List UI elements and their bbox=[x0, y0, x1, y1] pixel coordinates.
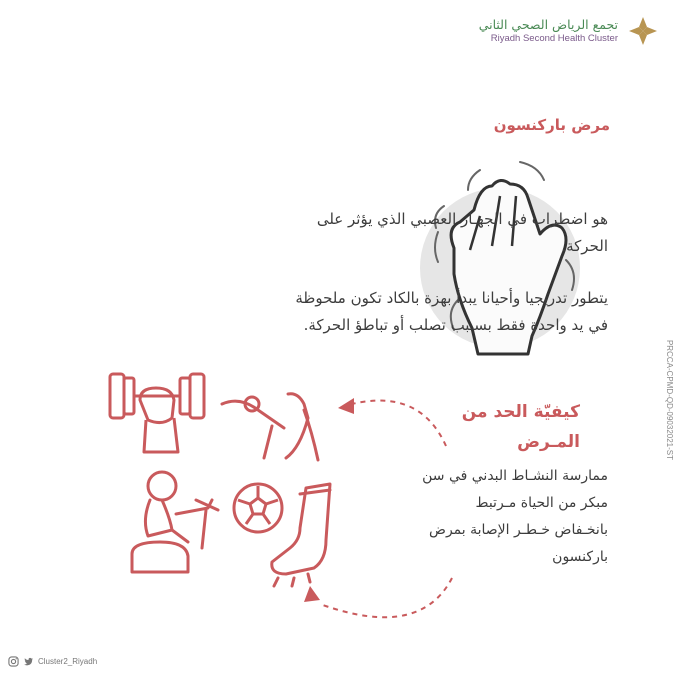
description-definition: هو اضطراب في الجهـاز العصبي الذي يؤثر على الحركة. bbox=[316, 210, 608, 255]
cluster-logo-icon bbox=[626, 14, 660, 48]
stretching-person-icon bbox=[222, 394, 318, 460]
reference-code: PRCCA-CPMD-QD-09032021-ST bbox=[665, 339, 674, 460]
logo-arabic-name: تجمع الرياض الصحي الثاني bbox=[478, 17, 618, 33]
instagram-icon[interactable] bbox=[8, 656, 19, 667]
prevention-text: ممارسة النشـاط البدني في سن مبكر من الحياة مـرتبط بانخـفاض خـطـر الإصابة بمرض باركنسون bbox=[422, 468, 608, 565]
cluster-logo bbox=[479, 14, 660, 48]
soccer-ball-icon bbox=[234, 484, 282, 532]
exercise-bike-icon bbox=[132, 472, 218, 572]
social-handle[interactable]: Cluster2_Riyadh bbox=[38, 657, 98, 666]
arrow-head-top bbox=[338, 398, 354, 414]
dashed-arrow-top bbox=[352, 401, 446, 446]
prevention-heading: كيفيّة الحد من المـرض bbox=[461, 402, 580, 452]
arrow-head-bottom bbox=[304, 586, 320, 602]
social-footer bbox=[8, 656, 97, 667]
dashed-arrow-bottom bbox=[320, 578, 452, 617]
page-title: مرض باركنسون bbox=[493, 116, 610, 134]
dumbbell-icon bbox=[110, 374, 204, 452]
twitter-icon[interactable] bbox=[23, 656, 34, 667]
description-progression: يتطور تدريجيا وأحيانا يبدأ بهزة بالكاد تكون ملحوظة في يد واحدة فقط بسـبب تصلب أو تباطؤ الحركة. bbox=[295, 289, 608, 334]
logo-english-name: Riyadh Second Health Cluster bbox=[490, 32, 618, 44]
